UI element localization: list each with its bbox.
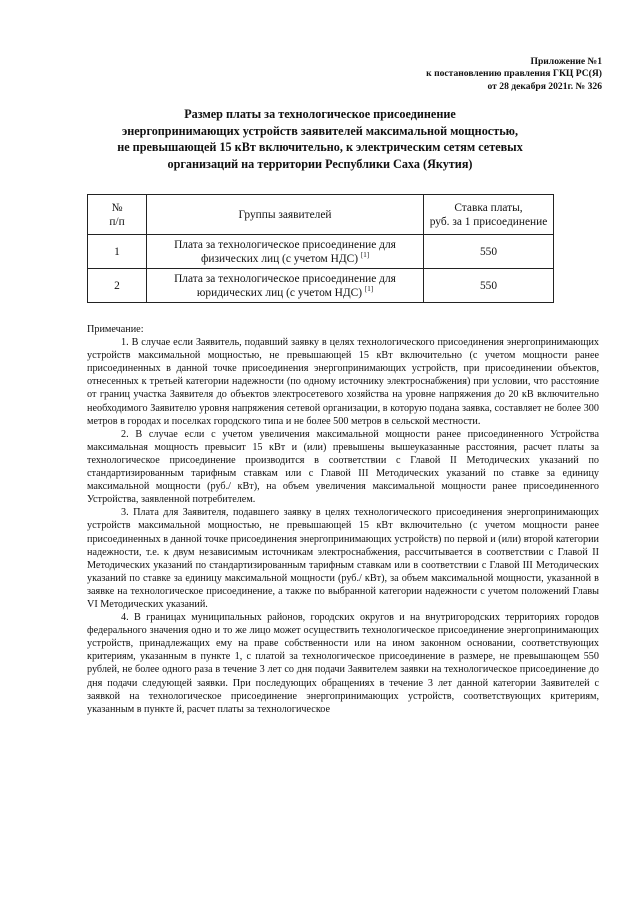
row-rate: 550 — [424, 235, 554, 269]
header-number — [88, 195, 147, 235]
appendix-number: Приложение №1 — [530, 56, 602, 67]
note-item-3: 3. Плата для Заявителя, подавшего заявку в целях технологического присоединения энергопринимающих устройств максимальной мощностью, не превышающей 15 кВт включительно (с учетом мощности ранее присоединенных в данной точке присоединения энергопринимающих устройств) по первой и (или) второй категории надежности, т.е. к двум независимым источникам электроснабжения, рассчитывается в соответствии с Главой II Методических указаний по стандартизированным тарифным ставкам или в соответствии с Главой III Методических указаний по ставке за единицу максимальной мощности (руб./ кВт), за объем максимальной мощности, указанной в заявке на технологическое присоединение, а также по выбранной категории надежности с учетом положений Главы VI Методических указаний. — [87, 507, 599, 610]
row-number: 2 — [88, 269, 147, 303]
header-rate — [424, 195, 554, 235]
title-line-3: не превышающей 15 кВт включительно, к электрическим сетям сетевых — [117, 140, 523, 155]
notes-heading: Примечание: — [87, 324, 144, 335]
title-line-4: организаций на территории Республики Саха (Якутия) — [167, 156, 473, 171]
header-number-line-1: № — [111, 201, 123, 214]
tariff-table — [87, 194, 554, 303]
appendix-header — [426, 56, 602, 93]
row-group-line-1: Плата за технологическое присоединение для — [174, 272, 396, 285]
header-number-line-2: п/п — [109, 215, 125, 228]
row-group — [147, 269, 424, 303]
appendix-resolution-ref: к постановлению правления ГКЦ РС(Я) — [426, 68, 602, 80]
appendix-date: от 28 декабря 2021г. № 326 — [487, 80, 602, 92]
title-line-1: Размер платы за технологическое присоединение — [184, 107, 456, 121]
note-item-4: 4. В границах муниципальных районов, городских округов и на внутригородских территориях городов федерального значения одно и то же лицо может осуществить технологическое присоединение энергопринимающих устройств, принадлежащих ему на праве собственности или на ином законном основании, соответствующих критериям, указанным в пункте 1, с платой за технологическое присоединение в размере, не превышающем 550 рублей, не более одного раза в течение 3 лет со дня подачи Заявителем заявки на технологическое присоединение до дня подачи следующей заявки. При последующих обращениях в течение 3 лет данной категории Заявителей с заявкой на технологическое присоединение энергопринимающих устройств, соответствующих критериям, указанным в пункте й, расчет платы за технологическое — [87, 612, 599, 715]
row-group-line-2 — [151, 252, 419, 266]
document-title — [80, 106, 560, 172]
row-group-line-2 — [151, 286, 419, 300]
note-item-1: 1. В случае если Заявитель, подавший заявку в целях технологического присоединения энергопринимающих устройств максимальной мощностью, не превышающей 15 кВт включительно (с учетом мощности ранее присоединенных в данной точке присоединения энергопринимающих устройств, при присоединении объектов, отнесенных к третьей категории надежности (по одному источнику электроснабжения) при условии, что расстояние от границ участка Заявителя до объектов электросетевого хозяйства на уровне напряжения до 20 кВ включительно необходимого Заявителю уровня напряжения сетевой организации, в которую подана заявка, составляет не более 300 метров в городах и поселках городского типа и не более 500 метров в сельской местности. — [87, 337, 599, 427]
row-rate: 550 — [424, 269, 554, 303]
title-line-2: энергопринимающих устройств заявителей максимальной мощностью, — [121, 123, 518, 138]
header-group: Группы заявителей — [147, 195, 424, 235]
header-rate-line-2: руб. за 1 присоединение — [429, 215, 548, 228]
row-group-text: физических лиц (с учетом НДС) — [200, 252, 358, 265]
row-group-line-1: Плата за технологическое присоединение для — [174, 238, 396, 251]
table-header-row — [88, 195, 554, 235]
table-row — [88, 235, 554, 269]
row-group — [147, 235, 424, 269]
header-rate-line-1: Ставка платы, — [454, 201, 523, 214]
notes-section — [87, 323, 599, 716]
footnote-link[interactable]: [1] — [364, 284, 374, 293]
table-row — [88, 269, 554, 303]
footnote-link[interactable]: [1] — [360, 250, 370, 259]
note-item-2: 2. В случае если с учетом увеличения максимальной мощности ранее присоединенного Устройства максимальная мощность превысит 15 кВт и (или) превышены вышеуказанные расстояния, расчет платы за технологическое присоединение производится в соответствии с Главой II Методических указаний по стандартизированным тарифным ставкам или с Главой III Методических указаний по ставке за единицу максимальной мощности (руб./ кВт), на объем увеличения максимальной мощности ранее присоединенного Устройства, заявленной потребителем. — [87, 428, 599, 506]
row-group-text: юридических лиц (с учетом НДС) — [196, 286, 363, 299]
row-number: 1 — [88, 235, 147, 269]
